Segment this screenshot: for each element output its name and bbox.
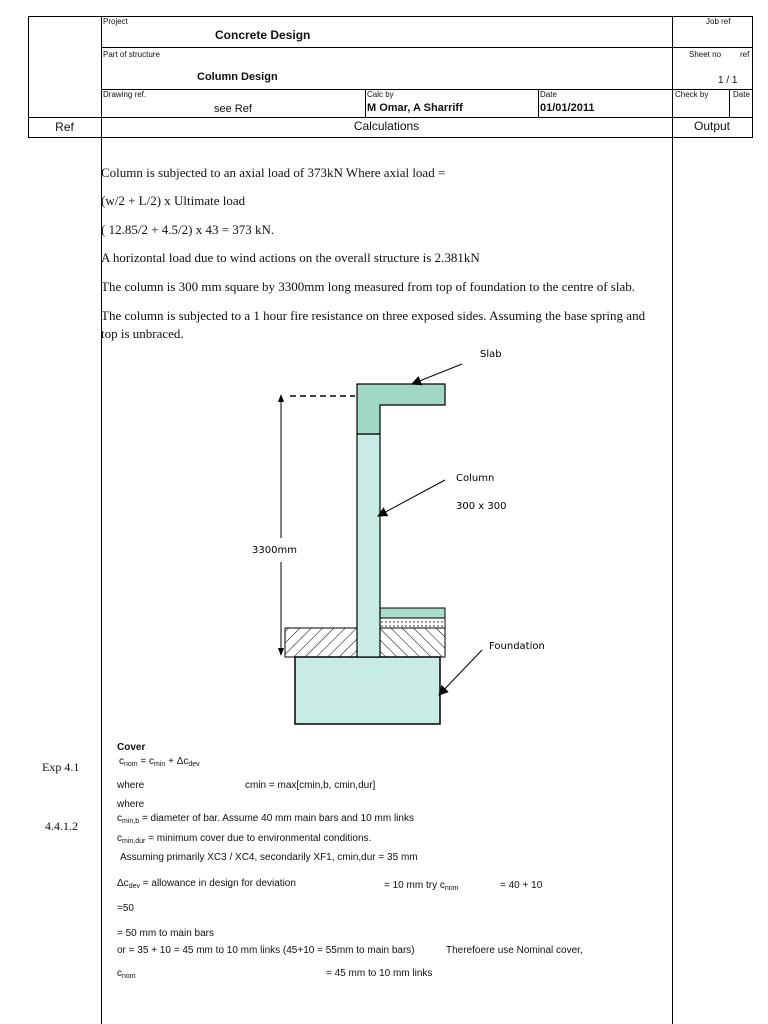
alternative-text: or = 35 + 10 = 45 mm to 10 mm links (45+10 = 55mm to main bars): [117, 945, 415, 956]
foundation-label: Foundation: [489, 641, 545, 652]
job-ref-label: Job ref: [706, 17, 731, 26]
date-label: Date: [540, 90, 557, 99]
column-pointer: [378, 480, 445, 516]
date2-label: Date: [733, 90, 750, 99]
dim-arrow-up: [278, 394, 284, 402]
therefore-text: Therefoere use Nominal cover,: [446, 945, 583, 956]
main-bars-text: = 50 mm to main bars: [117, 928, 214, 939]
calculations-column-heading: Calculations: [353, 119, 420, 133]
column-label: Column: [456, 473, 495, 484]
paragraph: top is unbraced.: [101, 326, 184, 341]
column-shaft: [357, 434, 380, 657]
output-column-heading: Output: [693, 119, 731, 133]
output-column-divider: [672, 16, 673, 1024]
assumption-text: Assuming primarily XC3 / XC4, secondarily XF1, cmin,dur = 35 mm: [120, 852, 418, 863]
cnom-equation: $c_{nom} = c_{min} + \Delta c_{dev}$: [119, 756, 200, 768]
paragraph: ( 12.85/2 + 4.5/2) x 43 = 373 kN.: [101, 222, 275, 237]
paragraph: The column is 300 mm square by 3300mm long measured from top of foundation to the centre of slab.: [101, 279, 635, 294]
header-line: [101, 47, 752, 48]
part-label: Part of structure: [103, 50, 160, 59]
deviation-value: = 10 mm try $c_{nom}$: [384, 880, 459, 892]
paragraph: (w/2 + L/2) x Ultimate load: [101, 193, 246, 208]
ground-hatch-right: [380, 628, 445, 657]
paragraph: Column is subjected to an axial load of 373kN Where axial load =: [101, 165, 446, 180]
height-label: 3300mm: [252, 545, 297, 556]
ref-column-heading: Ref: [55, 120, 74, 134]
drawing-ref-value: see Ref: [214, 103, 252, 115]
slab-shape: [357, 384, 445, 434]
calc-by-value: M Omar, A Sharriff: [367, 102, 463, 114]
header-line: [101, 89, 752, 90]
header-line: [538, 89, 539, 117]
cmindur-definition: $c_{min,dur}$ = minimum cover due to environmental conditions.: [117, 833, 372, 845]
header-line: [28, 137, 752, 138]
sheet-value: 1 / 1: [718, 75, 738, 86]
result-50: =50: [117, 903, 134, 914]
ground-hatch-left: [285, 628, 357, 657]
column-size-label: 300 x 300: [456, 501, 507, 512]
cnom-symbol: $c_{nom}$: [117, 968, 136, 980]
sheet-no-label: Sheet no: [689, 50, 722, 59]
paragraph: A horizontal load due to wind actions on the overall structure is 2.381kN: [101, 250, 480, 265]
part-value: Column Design: [197, 71, 278, 83]
foundation-block: [295, 657, 440, 724]
header-line: [365, 89, 366, 117]
slab-label: Slab: [480, 349, 502, 360]
check-by-label: Check by: [675, 90, 709, 99]
cminb-definition: $c_{min,b}$ = diameter of bar. Assume 40 mm main bars and 10 mm links: [117, 813, 414, 825]
project-label: Project: [103, 17, 128, 26]
calc-by-label: Calc by: [367, 90, 394, 99]
sheet-ref-label: ref: [740, 50, 750, 59]
column-diagram: [240, 340, 570, 735]
ground-slab: [380, 608, 445, 618]
where-text: where: [117, 780, 145, 791]
where-text: where: [117, 799, 145, 810]
cnom-trial: = 40 + 10: [500, 880, 543, 891]
dim-arrow-down: [278, 648, 284, 656]
drawing-ref-label: Drawing ref.: [103, 90, 147, 99]
project-title: Concrete Design: [215, 28, 311, 42]
ground-screed: [380, 618, 445, 628]
nominal-cover-value: = 45 mm to 10 mm links: [326, 968, 433, 979]
ref-exp-4-1: Exp 4.1: [42, 760, 80, 774]
paragraph: The column is subjected to a 1 hour fire resistance on three exposed sides. Assuming the base spring and: [101, 308, 646, 323]
header-line: [28, 117, 752, 118]
date-value: 01/01/2011: [540, 102, 595, 114]
slab-pointer: [412, 364, 462, 384]
ref-4-4-1-2: 4.4.1.2: [45, 819, 78, 833]
deviation-definition: $\Delta c_{dev}$ = allowance in design for deviation: [117, 878, 296, 890]
header-line: [729, 89, 730, 117]
cmin-definition: cmin = max[cmin,b, cmin,dur]: [245, 780, 376, 791]
header-top-border: [28, 16, 752, 17]
cover-heading: Cover: [117, 742, 146, 753]
border-right: [752, 16, 753, 138]
